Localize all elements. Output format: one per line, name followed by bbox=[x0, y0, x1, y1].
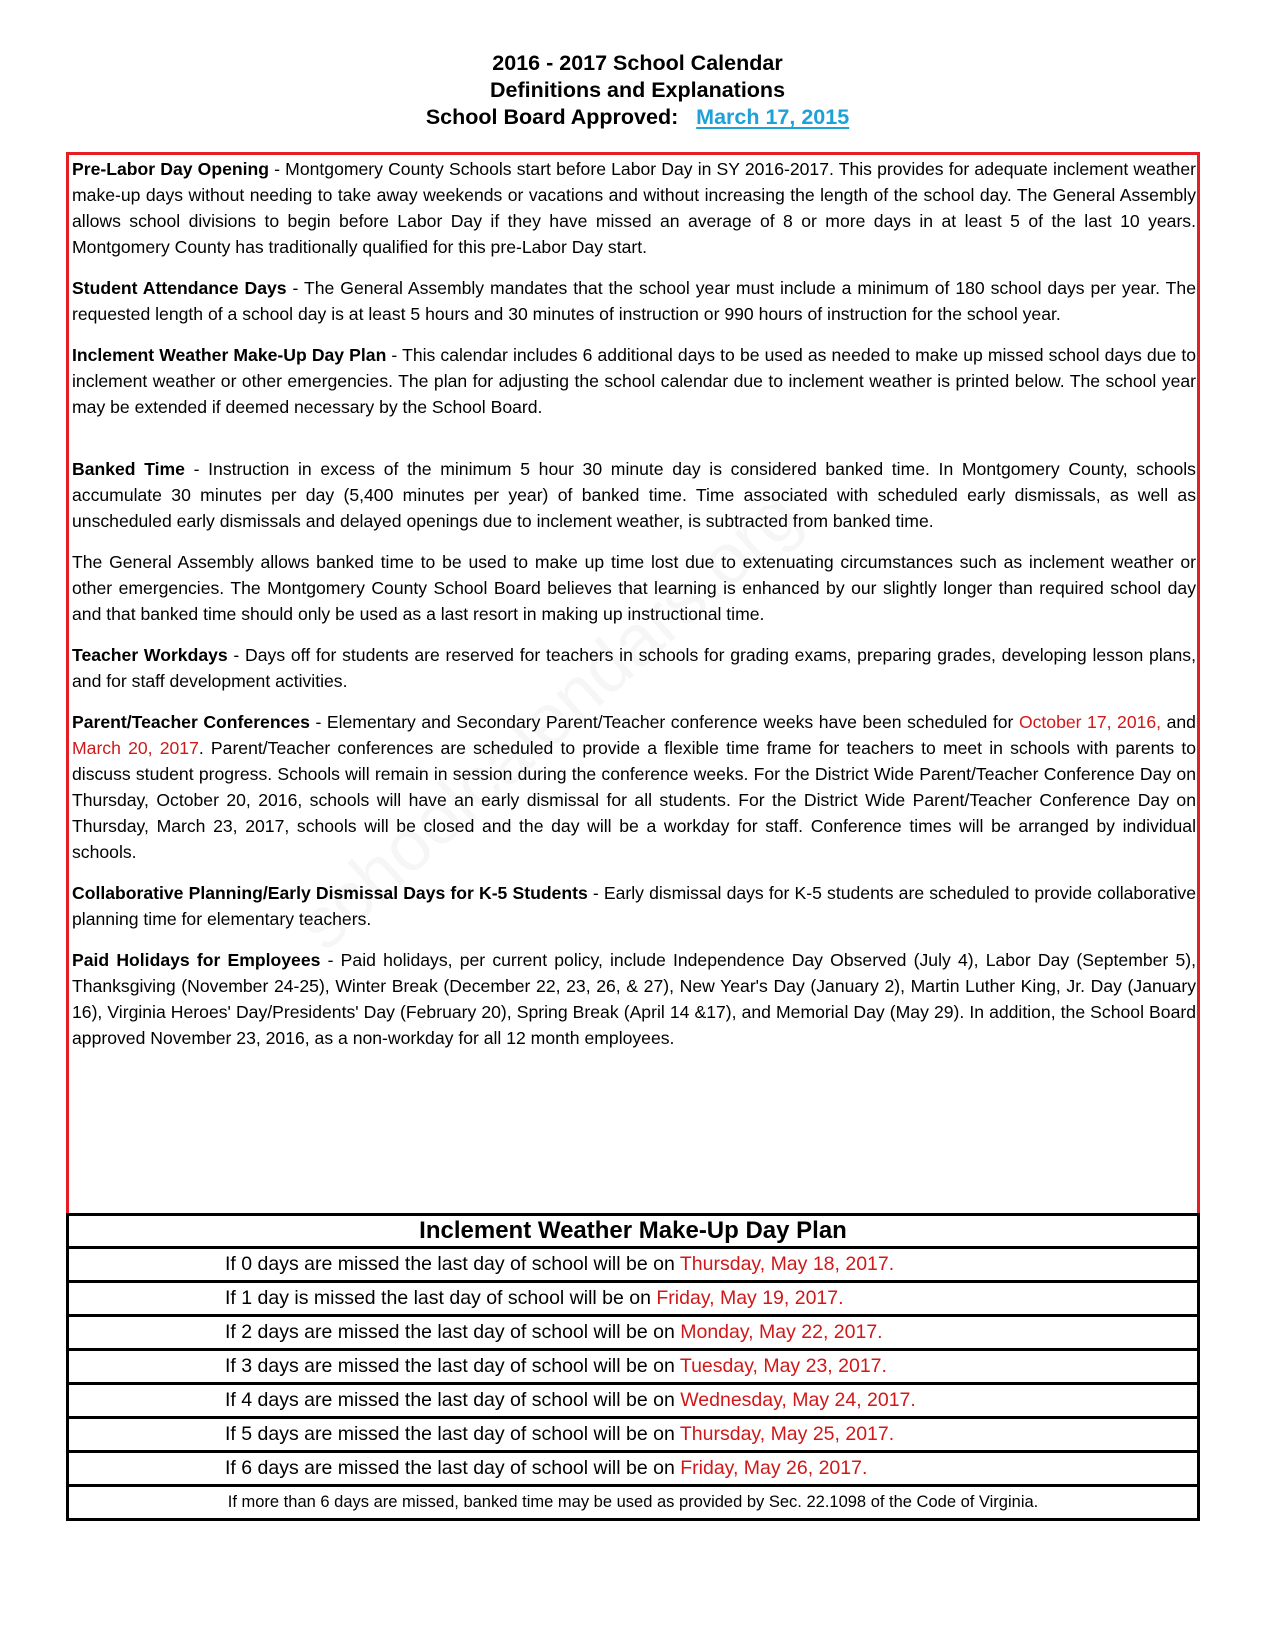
row-date: Friday, May 19, 2017. bbox=[656, 1287, 844, 1309]
table-title: Inclement Weather Make-Up Day Plan bbox=[68, 1215, 1199, 1248]
definition-parent-teacher-conferences bbox=[72, 709, 1196, 865]
definition-separator: - bbox=[286, 278, 305, 298]
table-row bbox=[68, 1384, 1199, 1418]
row-date: Thursday, May 18, 2017. bbox=[679, 1253, 895, 1275]
table-footnote-row bbox=[68, 1486, 1199, 1520]
title-line-3 bbox=[0, 104, 1275, 131]
table-row bbox=[68, 1350, 1199, 1384]
title-line-2: Definitions and Explanations bbox=[489, 78, 786, 102]
definition-term: Inclement Weather Make-Up Day Plan bbox=[72, 345, 387, 365]
definition-term: Pre-Labor Day Opening bbox=[72, 159, 270, 179]
row-text: If 4 days are missed the last day of school will be on bbox=[225, 1389, 681, 1411]
definition-text: Montgomery County Schools start before Labor Day in SY 2016-2017. This provides for adequate inclement weather make-up days without needing to take away weekends or vacations and without increasing the length of the school day. The General Assembly allows school divisions to begin before Labor Day if they have missed an average of 8 or more days in at least 5 of the last 10 years. Montgomery County has traditionally qualified for this pre-Labor Day start. bbox=[72, 159, 1196, 257]
definition-term: Collaborative Planning/Early Dismissal Days for K-5 Students bbox=[72, 883, 588, 903]
definition-teacher-workdays bbox=[72, 642, 1196, 694]
definition-separator: - bbox=[184, 459, 209, 479]
row-date: Tuesday, May 23, 2017. bbox=[679, 1355, 887, 1377]
row-date: Wednesday, May 24, 2017. bbox=[680, 1389, 916, 1411]
definition-term: Teacher Workdays bbox=[72, 645, 228, 665]
row-text: If 3 days are missed the last day of school will be on bbox=[225, 1355, 680, 1377]
row-date: Monday, May 22, 2017. bbox=[680, 1321, 883, 1343]
definition-term: Banked Time bbox=[72, 459, 185, 479]
definition-collaborative-planning bbox=[72, 880, 1196, 932]
document-title bbox=[0, 50, 1275, 131]
definition-separator: - bbox=[309, 712, 327, 732]
definition-separator: - bbox=[320, 950, 341, 970]
definition-banked-time-usage bbox=[72, 549, 1196, 627]
definition-text: Elementary and Secondary Parent/Teacher conference weeks have been scheduled for bbox=[326, 712, 1019, 732]
definition-inclement-weather-plan bbox=[72, 342, 1196, 420]
definition-text: and bbox=[1161, 712, 1196, 732]
definition-text: Days off for students are reserved for teachers in schools for grading exams, preparing grades, developing lesson plans, and for staff development activities. bbox=[72, 645, 1196, 691]
row-text: If 1 day is missed the last day of school will be on bbox=[225, 1287, 657, 1309]
definition-term: Parent/Teacher Conferences bbox=[72, 712, 310, 732]
definition-term: Paid Holidays for Employees bbox=[72, 950, 321, 970]
row-text: If 0 days are missed the last day of school will be on bbox=[225, 1253, 680, 1275]
table-row bbox=[68, 1316, 1199, 1350]
definition-student-attendance-days bbox=[72, 275, 1196, 327]
definitions-section bbox=[72, 156, 1196, 1066]
definition-text: Early dismissal days for K-5 students are scheduled to provide collaborative planning time for elementary teachers. bbox=[72, 883, 1196, 929]
definition-separator: - bbox=[386, 345, 403, 365]
definition-separator: - bbox=[587, 883, 604, 903]
definition-separator: - bbox=[269, 159, 286, 179]
makeup-day-plan-table bbox=[66, 1213, 1200, 1521]
definition-text: The General Assembly mandates that the school year must include a minimum of 180 school days per year. The requested length of a school day is at least 5 hours and 30 minutes of instruction or 990 hours of instruction for the school year. bbox=[72, 278, 1196, 324]
definition-banked-time bbox=[72, 456, 1196, 534]
conference-date-fall: October 17, 2016, bbox=[1018, 712, 1162, 732]
definition-text: Paid holidays, per current policy, include Independence Day Observed (July 4), Labor Day (September 5), Thanksgiving (November 24-25), Winter Break (December 22, 23, 26, & 27), New Year's Day (January 2), Martin Luther King, Jr. Day (January 16), Virginia Heroes' Day/Presidents' Day (February 20), Spring Break (April 14 &17), and Memorial Day (May 29). In addition, the School Board approved November 23, 2016, as a non-workday for all 12 month employees. bbox=[72, 950, 1196, 1048]
table-row bbox=[68, 1452, 1199, 1486]
definition-pre-labor-day bbox=[72, 156, 1196, 260]
row-text: If 5 days are missed the last day of school will be on bbox=[225, 1423, 680, 1445]
conference-date-spring: March 20, 2017 bbox=[72, 738, 199, 758]
row-date: Friday, May 26, 2017. bbox=[680, 1457, 868, 1479]
table-footnote: If more than 6 days are missed, banked time may be used as provided by Sec. 22.1098 of the Code of Virginia. bbox=[227, 1493, 1039, 1511]
definition-separator: - bbox=[227, 645, 246, 665]
row-text: If 6 days are missed the last day of school will be on bbox=[225, 1457, 681, 1479]
title-line-1: 2016 - 2017 School Calendar bbox=[492, 51, 783, 75]
approved-label: School Board Approved: bbox=[425, 105, 679, 129]
definition-paid-holidays bbox=[72, 947, 1196, 1051]
row-text: If 2 days are missed the last day of school will be on bbox=[225, 1321, 681, 1343]
definition-text: This calendar includes 6 additional days to be used as needed to make up missed school days due to inclement weather or other emergencies. The plan for adjusting the school calendar due to inclement weather is printed below. The school year may be extended if deemed necessary by the School Board. bbox=[72, 345, 1196, 417]
table-row bbox=[68, 1418, 1199, 1452]
definition-text: The General Assembly allows banked time to be used to make up time lost due to extenuating circumstances such as inclement weather or other emergencies. The Montgomery County School Board believes that learning is enhanced by our slightly longer than required school day and that banked time should only be used as a last resort in making up instructional time. bbox=[72, 552, 1196, 624]
table-row bbox=[68, 1248, 1199, 1282]
definition-term: Student Attendance Days bbox=[72, 278, 287, 298]
definition-text: . Parent/Teacher conferences are scheduled to provide a flexible time frame for teachers to meet in schools with parents to discuss student progress. Schools will remain in session during the conference weeks. For the District Wide Parent/Teacher Conference Day on Thursday, October 20, 2016, schools will have an early dismissal for all students. For the District Wide Parent/Teacher Conference Day on Thursday, March 23, 2017, schools will be closed and the day will be a workday for staff. Conference times will be arranged by individual schools. bbox=[72, 738, 1196, 862]
table-header-row bbox=[68, 1215, 1199, 1248]
table-row bbox=[68, 1282, 1199, 1316]
row-date: Thursday, May 25, 2017. bbox=[679, 1423, 895, 1445]
approved-date-link[interactable]: March 17, 2015 bbox=[696, 105, 850, 129]
definition-text: Instruction in excess of the minimum 5 hour 30 minute day is considered banked time. In Montgomery County, schools accumulate 30 minutes per day (5,400 minutes per year) of banked time. Time associated with scheduled early dismissals, as well as unscheduled early dismissals and delayed openings due to inclement weather, is subtracted from banked time. bbox=[72, 459, 1196, 531]
